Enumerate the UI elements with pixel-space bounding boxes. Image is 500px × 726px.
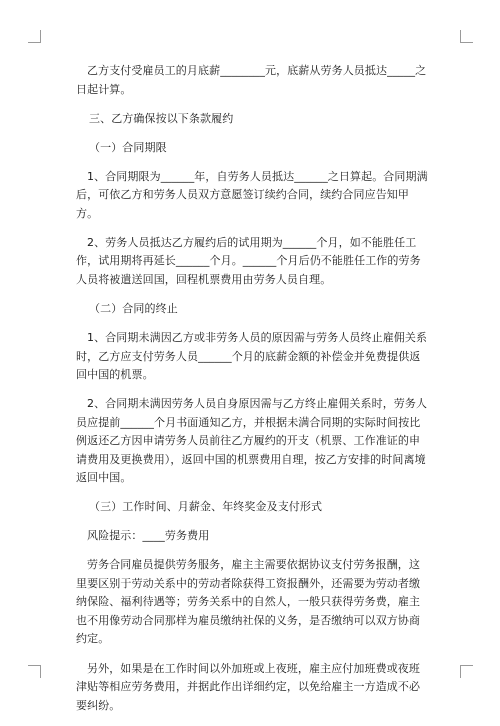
crop-mark-top-right xyxy=(460,30,473,43)
section-heading-performance: 三、乙方确保按以下条款履约 xyxy=(89,111,234,125)
paragraph-base-salary: 乙方支付受雇员工的月底薪________元，底薪从劳务人员抵达_____之日起计算。 xyxy=(76,64,427,96)
paragraph-overtime: 另外，如果是在工作时间以外加班或上夜班，雇主应付加班费或夜班津贴等相应劳务费用，并据此作出详细约定，以免给雇主一方造成不必要纠纷。 xyxy=(76,661,421,712)
crop-mark-bottom-right xyxy=(460,665,473,678)
subheading-termination: （二）合同的终止 xyxy=(89,301,178,315)
document-page xyxy=(76,62,428,726)
crop-mark-top-left xyxy=(28,30,41,43)
paragraph-term-1: 1、合同期限为______年，自劳务人员抵达______之日算起。合同期满后，可依乙方和劳务人员双方意愿签订续约合同，续约合同应告知甲方。 xyxy=(76,169,428,220)
risk-note: 风险提示：____劳务费用 xyxy=(87,529,210,543)
paragraph-labor-service: 劳务合同雇员提供劳务服务，雇主主需要依据协议支付劳务报酬，这里要区别于劳动关系中的劳动者除获得工资报酬外，还需要为劳动者缴纳保险、福利待遇等；劳务关系中的自然人，一般只获得劳务费，雇主也不用像劳动合同那样为雇员缴纳社保的义务，是否缴纳可以双方协商约定。 xyxy=(76,558,421,646)
subheading-contract-term: （一）合同期限 xyxy=(89,140,167,154)
paragraph-termination-2: 2、合同期未满因劳务人员自身原因需与乙方终止雇佣关系时，劳务人员应提前______个月书面通知乙方，并根据未满合同期的实际时间按比例返还乙方因申请劳务人员前往乙方履约的开支（机票、工作准证的申请费用及更换费用），返回中国的机票费用自理，按乙方安排的时间离境返回中国。 xyxy=(76,397,428,485)
subheading-work-hours-pay: （三）工作时间、月薪金、年终奖金及支付形式 xyxy=(89,500,323,514)
crop-mark-bottom-left xyxy=(28,665,41,678)
paragraph-termination-1: 1、合同期未满因乙方或非劳务人员的原因需与劳务人员终止雇佣关系时，乙方应支付劳务人员______个月的底薪金额的补偿金并免费提供返回中国的机票。 xyxy=(76,331,428,382)
paragraph-term-2: 2、劳务人员抵达乙方履约后的试用期为______个月，如不能胜任工作，试用期将再延长______个月。______个月后仍不能胜任工作的劳务人员将被遣送回国，回程机票费用由劳务人员自理。 xyxy=(76,235,421,286)
